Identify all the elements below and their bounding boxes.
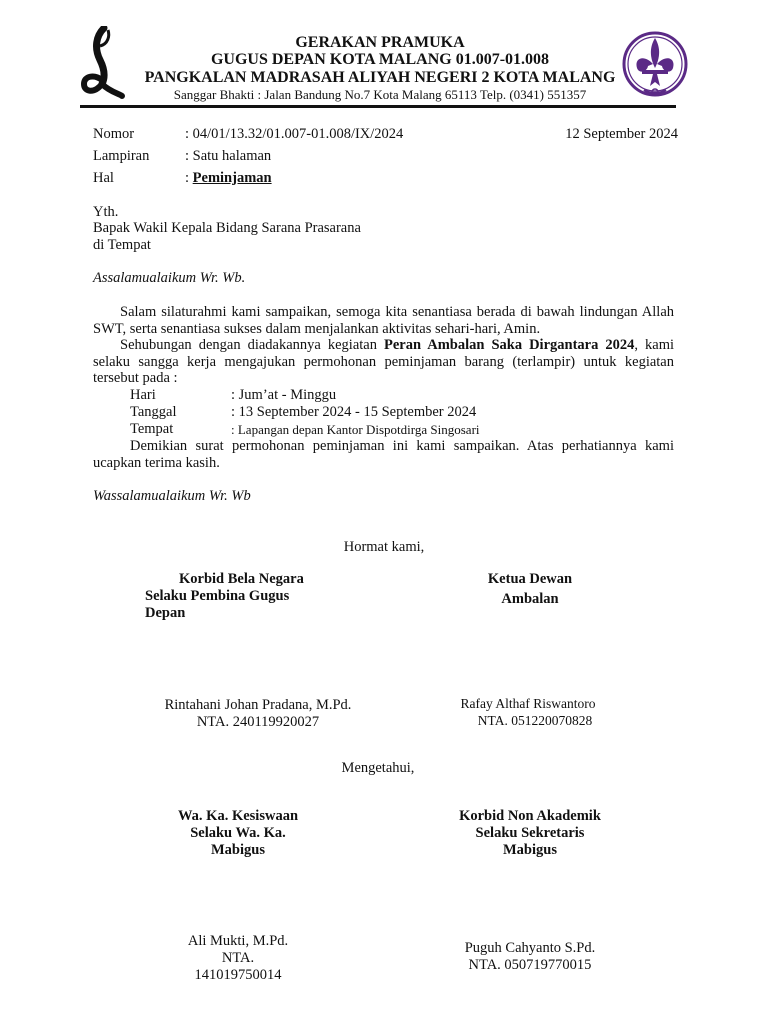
detail-tempat-value: : Lapangan depan Kantor Dispotdirga Singosari — [231, 422, 480, 437]
bl-title-line-1: Wa. Ka. Kesiswaan — [177, 808, 299, 824]
letterhead — [0, 0, 768, 110]
br-title-line-1: Korbid Non Akademik — [459, 808, 601, 824]
left-signer-block — [138, 697, 378, 731]
br-signer-nta: NTA. 050719770015 — [468, 957, 592, 973]
right-signer-title — [430, 571, 630, 608]
right-title-line-2: Ambalan — [501, 591, 559, 607]
closing-greeting: Wassalamualaikum Wr. Wb — [93, 488, 251, 504]
bottom-right-signer-title — [420, 808, 640, 859]
detail-tempat-label: Tempat — [130, 421, 174, 437]
right-signer-name: Rafay Althaf Riswantoro — [460, 696, 596, 711]
letterhead-address: Sanggar Bhakti : Jalan Bandung No.7 Kota Malang 65113 Telp. (0341) 551357 — [173, 87, 587, 102]
tunas-kelapa-icon — [80, 26, 126, 100]
left-signer-nta: NTA. 240119920027 — [196, 714, 320, 730]
right-signer-nta: NTA. 051220070828 — [477, 713, 593, 728]
left-title-line-3: Depan — [145, 605, 186, 621]
mengetahui: Mengetahui, — [341, 760, 415, 776]
bl-title-line-2: Selaku Wa. Ka. — [190, 825, 286, 841]
bl-signer-nta-label: NTA. — [221, 950, 255, 966]
event-name: Peran Ambalan Saka Dirgantara 2024 — [383, 337, 635, 353]
paragraph-2-post: , kami selaku sangga kerja mengajukan permohonan peminjaman barang (terlampir) untuk kegiatan tersebut pada : — [93, 337, 675, 386]
paragraph-2 — [93, 337, 674, 387]
lampiran-value: : Satu halaman — [185, 148, 272, 164]
nomor-value: : 04/01/13.32/01.007-01.008/IX/2024 — [185, 126, 404, 142]
paragraph-2-pre: Sehubungan dengan diadakannya kegiatan — [120, 337, 384, 353]
letterhead-line-2: GUGUS DEPAN KOTA MALANG 01.007-01.008 — [210, 51, 550, 68]
hormat-kami: Hormat kami, — [343, 539, 425, 555]
detail-tanggal-value: : 13 September 2024 - 15 September 2024 — [231, 404, 477, 420]
bl-signer-name: Ali Mukti, M.Pd. — [187, 933, 289, 949]
hal-value: Peminjaman — [192, 170, 272, 186]
detail-hari-value: : Jum’at - Minggu — [231, 387, 337, 403]
left-signer-name: Rintahani Johan Pradana, M.Pd. — [164, 697, 352, 713]
left-signer-title — [145, 571, 325, 622]
hal-value-row — [185, 170, 272, 187]
right-signer-block — [418, 695, 638, 729]
paragraph-1: Salam silaturahmi kami sampaikan, semoga kita senantiasa berada di bawah lindungan Allah SWT, serta senantiasa sukses dalam menjalankan aktivitas sehari-hari, Amin. — [93, 304, 674, 337]
br-title-line-3: Mabigus — [503, 842, 557, 858]
recipient-yth: Yth. — [93, 204, 119, 220]
left-title-line-1: Korbid Bela Negara — [179, 571, 304, 587]
right-title-line-1: Ketua Dewan — [487, 571, 573, 587]
bl-signer-nta-number: 141019750014 — [194, 967, 282, 983]
detail-tanggal-label: Tanggal — [130, 404, 177, 420]
wosm-fleur-de-lis-icon — [620, 30, 690, 102]
hal-label: Hal — [93, 170, 114, 186]
opening-greeting: Assalamualaikum Wr. Wb. — [93, 270, 246, 286]
nomor-label: Nomor — [93, 126, 135, 142]
br-signer-name: Puguh Cahyanto S.Pd. — [464, 940, 596, 956]
recipient-name: Bapak Wakil Kepala Bidang Sarana Prasarana — [93, 220, 361, 236]
closing-paragraph: Demikian surat permohonan peminjaman ini kami sampaikan. Atas perhatiannya kami ucapkan terima kasih. — [93, 438, 674, 471]
letterhead-divider — [80, 105, 676, 108]
detail-hari-label: Hari — [130, 387, 156, 403]
br-title-line-2: Selaku Sekretaris — [475, 825, 585, 841]
recipient-place: di Tempat — [93, 237, 151, 253]
bottom-right-signer-block — [420, 940, 640, 974]
letterhead-line-1: GERAKAN PRAMUKA — [295, 34, 465, 51]
bottom-left-signer-block — [138, 933, 338, 984]
lampiran-label: Lampiran — [93, 148, 150, 164]
bottom-left-signer-title — [138, 808, 338, 859]
bl-title-line-3: Mabigus — [211, 842, 265, 858]
letter-date: 12 September 2024 — [565, 126, 678, 142]
letterhead-line-3: PANGKALAN MADRASAH ALIYAH NEGERI 2 KOTA MALANG — [144, 69, 616, 86]
left-title-line-2: Selaku Pembina Gugus — [145, 588, 290, 604]
hal-colon: : — [185, 170, 193, 186]
